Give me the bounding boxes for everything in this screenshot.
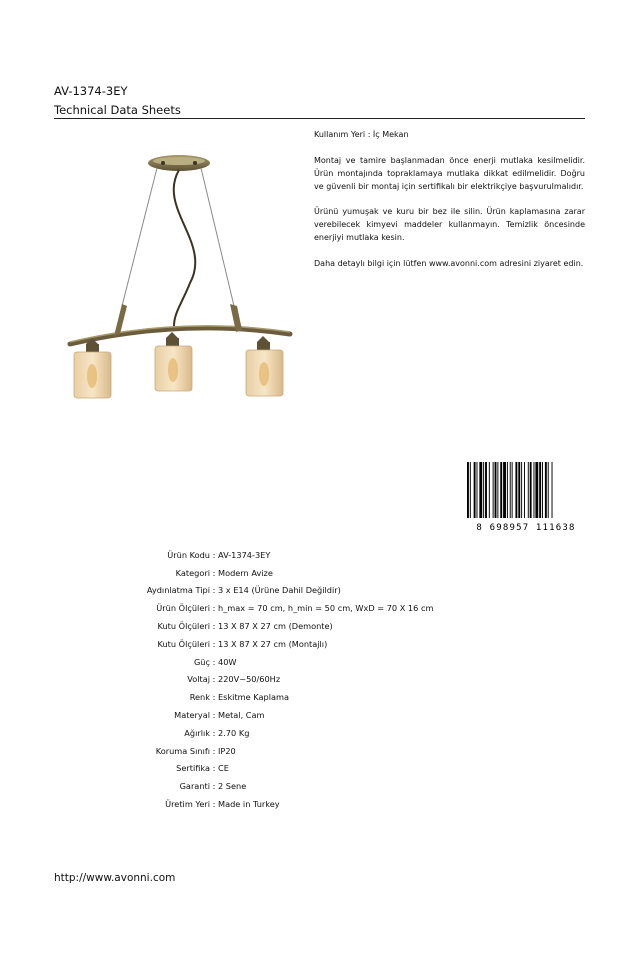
spec-value: AV-1374-3EY: [218, 549, 271, 560]
barcode-bar: [497, 462, 498, 518]
barcode-bar: [512, 462, 513, 518]
spec-separator: :: [212, 692, 216, 703]
barcode-bar: [542, 462, 543, 518]
spec-value: h_max = 70 cm, h_min = 50 cm, WxD = 70 X 16 cm: [218, 603, 434, 614]
barcode-bar: [483, 462, 484, 518]
header-divider: [54, 118, 585, 119]
spec-value: Metal, Cam: [218, 710, 265, 721]
spec-label: Üretim Yeri: [165, 799, 210, 810]
spec-label: Koruma Sınıfı: [155, 745, 210, 756]
barcode-bar: [515, 462, 517, 518]
spec-separator: :: [212, 710, 216, 721]
spec-row: [60, 564, 580, 582]
spec-label: Ürün Kodu: [167, 549, 210, 560]
spec-row: [60, 671, 580, 689]
spec-label: Voltaj: [187, 674, 210, 685]
barcode-bar: [503, 462, 506, 518]
barcode-bar: [489, 462, 490, 518]
spec-row: [60, 617, 580, 635]
spec-value: 40W: [218, 656, 237, 667]
barcode-bar: [539, 462, 541, 518]
spec-value: 2.70 Kg: [218, 727, 250, 738]
spec-value: 3 x E14 (Ürüne Dahil Değildir): [218, 585, 341, 596]
product-code: AV-1374-3EY: [54, 84, 128, 98]
barcode-bar: [470, 462, 471, 518]
spec-row: [60, 653, 580, 671]
barcode-bar: [510, 462, 511, 518]
barcode-bar: [518, 462, 520, 518]
barcode-bar: [500, 462, 502, 518]
spec-value: 13 X 87 X 27 cm (Demonte): [218, 621, 333, 632]
barcode-bar: [545, 462, 547, 518]
ean13-barcode: [466, 462, 586, 532]
barcode-bar: [552, 462, 553, 518]
usage-information: [314, 128, 585, 282]
barcode-bar: [535, 462, 538, 518]
spec-value: Modern Avize: [218, 567, 273, 578]
spec-value: CE: [218, 763, 229, 774]
spec-separator: :: [212, 621, 216, 632]
barcode-bar: [474, 462, 476, 518]
spec-value: IP20: [218, 745, 236, 756]
spec-separator: :: [212, 549, 216, 560]
spec-row: [60, 742, 580, 760]
spec-label: Garanti: [179, 781, 210, 792]
spec-row: [60, 688, 580, 706]
spec-table: [60, 546, 580, 813]
spec-label: Aydınlatma Tipi: [146, 585, 210, 596]
website-link[interactable]: http://www.avonni.com: [54, 872, 176, 884]
spec-separator: :: [212, 674, 216, 685]
spec-separator: :: [212, 567, 216, 578]
spec-separator: :: [212, 781, 216, 792]
barcode-bar: [534, 462, 535, 518]
spec-row: [60, 760, 580, 778]
spec-row: [60, 795, 580, 813]
spec-value: 2 Sene: [218, 781, 247, 792]
spec-label: Kutu Ölçüleri: [157, 638, 210, 649]
chandelier-image: [62, 148, 298, 410]
spec-label: Kutu Ölçüleri: [157, 621, 210, 632]
spec-row: [60, 582, 580, 600]
barcode-bar: [521, 462, 522, 518]
barcode-bar: [495, 462, 497, 518]
website-paragraph: Daha detaylı bilgi için lütfen www.avonni.com adresini ziyaret edin.: [314, 258, 584, 268]
spec-row: [60, 599, 580, 617]
barcode-bar: [477, 462, 478, 518]
spec-label: Renk: [189, 692, 210, 703]
cleaning-paragraph: Ürünü yumuşak ve kuru bir bez ile silin. Ürün kaplamasına zarar verebilecek kimyevi maddeler kullanmayın. Temizlik öncesinde enerjiyi mutlaka kesin.: [314, 207, 585, 242]
barcode-bar: [548, 462, 549, 518]
spec-label: Güç: [193, 656, 210, 667]
barcode-bar: [467, 462, 469, 518]
safety-paragraph: Montaj ve tamire başlanmadan önce enerji mutlaka kesilmelidir. Ürün montajında topraklamaya mutlaka dikkat edilmelidir. Doğru ve güvenli bir montaj için sertifikalı bir elektrikçiye başvurulmalıdır.: [314, 155, 585, 191]
spec-separator: :: [212, 763, 216, 774]
spec-separator: :: [212, 745, 216, 756]
spec-separator: :: [212, 638, 216, 649]
barcode-bar: [479, 462, 482, 518]
barcode-bar: [528, 462, 529, 518]
spec-separator: :: [212, 603, 216, 614]
spec-row: [60, 706, 580, 724]
spec-separator: :: [212, 727, 216, 738]
spec-value: 220V~50/60Hz: [218, 674, 281, 685]
spec-value: Made in Turkey: [218, 799, 280, 810]
barcode-bar: [485, 462, 487, 518]
spec-separator: :: [212, 656, 216, 667]
spec-label: Sertifika: [176, 763, 210, 774]
spec-value: 13 X 87 X 27 cm (Montajlı): [218, 638, 328, 649]
spec-value: Eskitme Kaplama: [218, 692, 290, 703]
barcode-bar: [524, 462, 525, 518]
barcode-bar: [530, 462, 532, 518]
spec-separator: :: [212, 585, 216, 596]
spec-row: [60, 546, 580, 564]
barcode-bar: [507, 462, 508, 518]
spec-label: Ürün Ölçüleri: [156, 603, 210, 614]
spec-row: [60, 635, 580, 653]
barcode-bar: [493, 462, 494, 518]
document-subtitle: Technical Data Sheets: [54, 103, 181, 117]
spec-label: Materyal: [174, 710, 210, 721]
barcode-digits: 8 698957 111638: [476, 523, 576, 532]
spec-label: Ağırlık: [184, 727, 210, 738]
spec-separator: :: [212, 799, 216, 810]
spec-label: Kategori: [175, 567, 210, 578]
usage-location: Kullanım Yeri : İç Mekan: [314, 130, 409, 139]
spec-row: [60, 777, 580, 795]
spec-row: [60, 724, 580, 742]
